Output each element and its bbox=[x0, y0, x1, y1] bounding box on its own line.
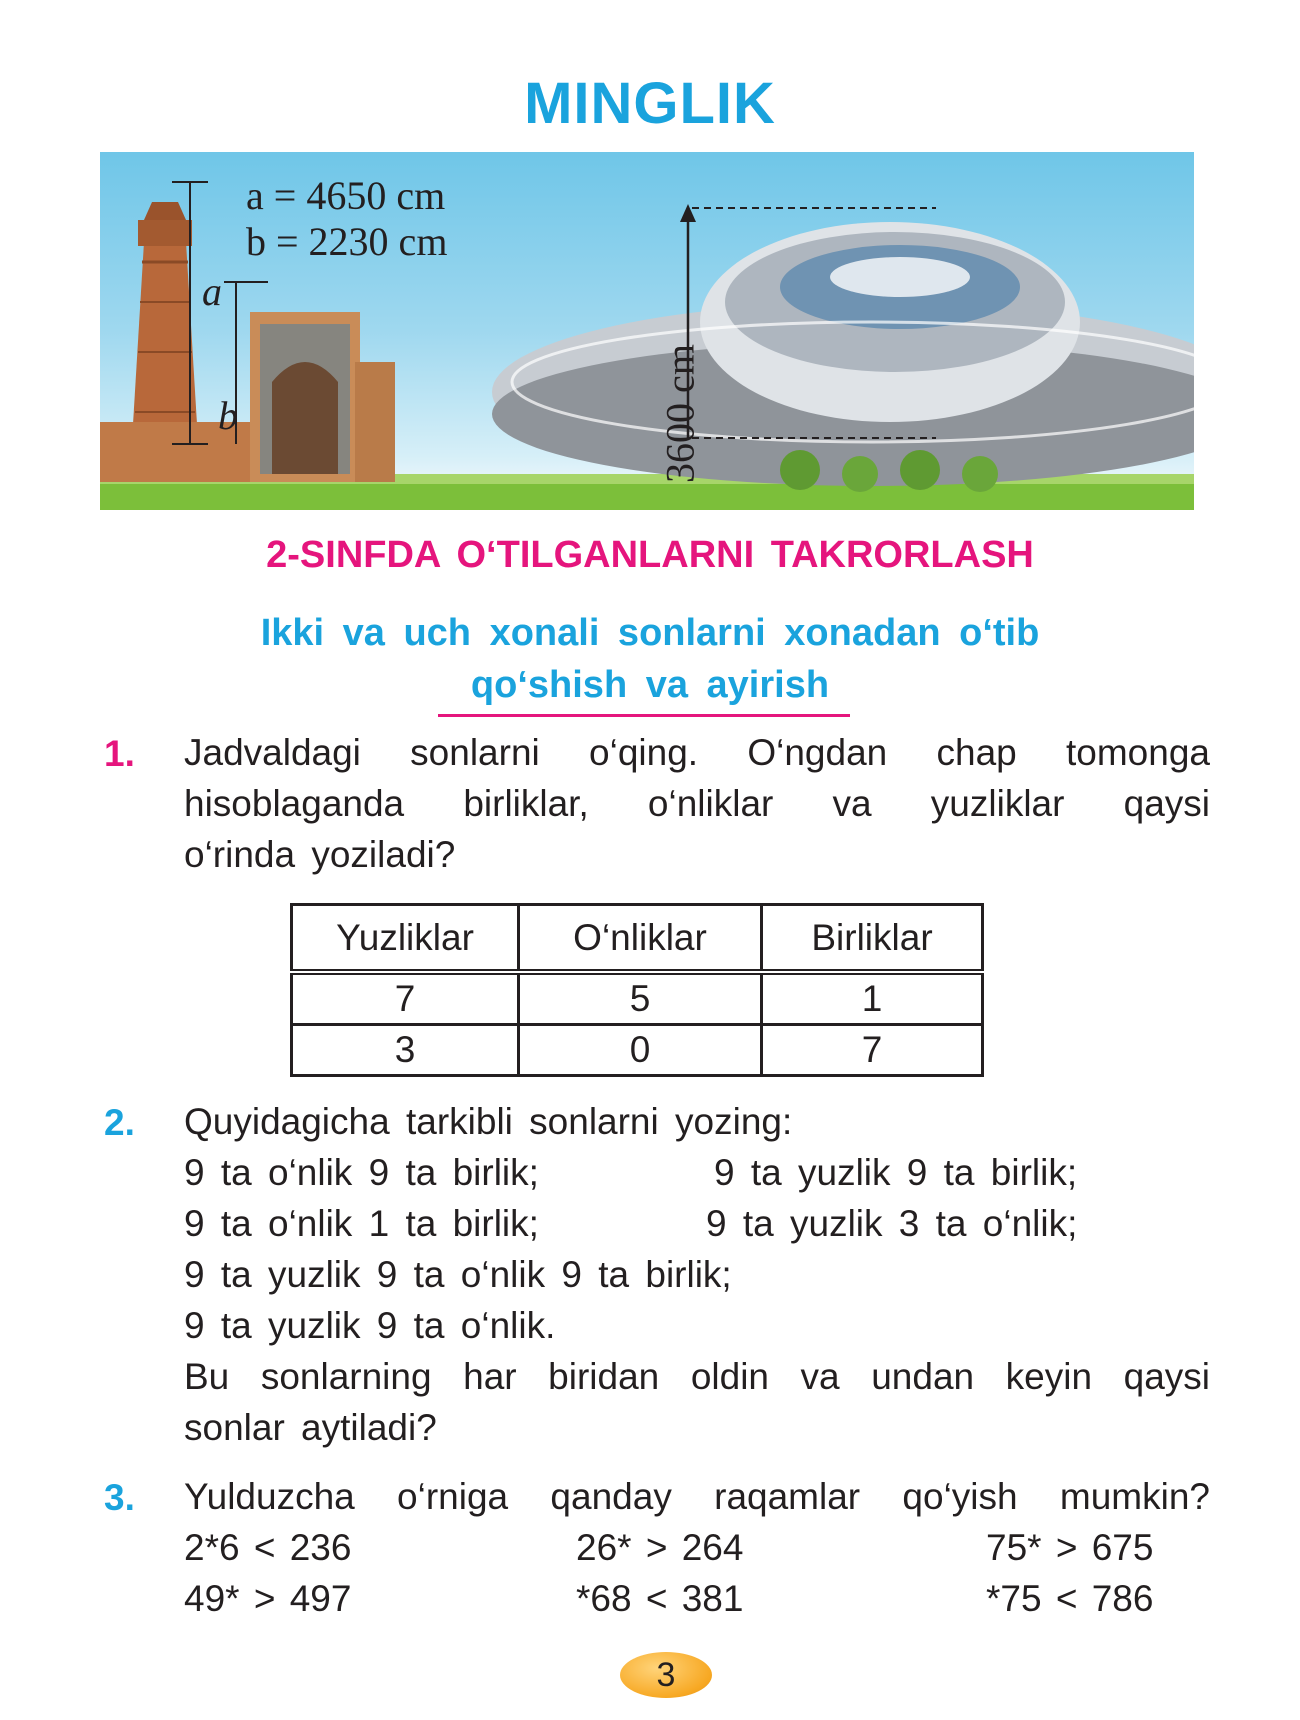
exercise-2-item: 9 ta yuzlik 9 ta o‘nlik 9 ta birlik; bbox=[184, 1254, 732, 1295]
comparison-item: 75* > 675 bbox=[986, 1527, 1154, 1568]
table-cell: 7 bbox=[762, 1025, 983, 1076]
banner-illustration bbox=[100, 152, 1194, 510]
exercise-2-intro: Quyidagicha tarkibli sonlarni yozing: bbox=[184, 1101, 793, 1142]
topic-underline bbox=[438, 714, 850, 717]
section-heading: 2-SINFDA O‘TILGANLARNI TAKRORLASH bbox=[266, 534, 1034, 576]
comparison-item: *68 < 381 bbox=[576, 1578, 744, 1619]
comparison-item: 2*6 < 236 bbox=[184, 1527, 352, 1568]
page-title: MINGLIK bbox=[524, 71, 776, 136]
exercise-1-number: 1. bbox=[104, 733, 135, 774]
exercise-2-question-line: sonlar aytiladi? bbox=[184, 1407, 437, 1448]
place-value-table bbox=[290, 903, 984, 1077]
exercise-2-item: 9 ta o‘nlik 1 ta birlik; bbox=[184, 1203, 539, 1244]
minaret-height-letter: a bbox=[202, 269, 222, 314]
exercise-2-item: 9 ta yuzlik 9 ta birlik; bbox=[714, 1152, 1078, 1193]
table-cell: 1 bbox=[762, 972, 983, 1025]
stadium-height-label: 3600 cm bbox=[657, 344, 703, 483]
madrasa-height-letter: b bbox=[218, 393, 238, 438]
exercise-2-item: 9 ta o‘nlik 9 ta birlik; bbox=[184, 1152, 539, 1193]
comparison-item: 26* > 264 bbox=[576, 1527, 744, 1568]
table-cell: 3 bbox=[292, 1025, 519, 1076]
table-cell: 7 bbox=[292, 972, 519, 1025]
exercise-2-item: 9 ta yuzlik 3 ta o‘nlik; bbox=[706, 1203, 1078, 1244]
exercise-1-line: o‘rinda yoziladi? bbox=[184, 834, 456, 875]
exercise-2-item: 9 ta yuzlik 9 ta o‘nlik. bbox=[184, 1305, 556, 1346]
dimension-a-label: a = 4650 cm bbox=[246, 173, 446, 218]
page-number-badge: 3 bbox=[620, 1652, 712, 1698]
comparison-item: 49* > 497 bbox=[184, 1578, 352, 1619]
exercise-3-question: Yulduzcha o‘rniga qanday raqamlar qo‘yish mumkin? bbox=[184, 1476, 1210, 1517]
exercise-1-line: hisoblaganda birliklar, o‘nliklar va yuzliklar qaysi bbox=[184, 783, 1210, 824]
exercise-3-number: 3. bbox=[104, 1477, 135, 1518]
topic-title-line2: qo‘shish va ayirish bbox=[470, 664, 830, 706]
table-cell: 0 bbox=[519, 1025, 762, 1076]
table-row bbox=[292, 972, 983, 1025]
table-cell: 5 bbox=[519, 972, 762, 1025]
table-header-cell: Yuzliklar bbox=[292, 905, 519, 973]
exercise-2-number: 2. bbox=[104, 1102, 135, 1143]
comparison-item: *75 < 786 bbox=[986, 1578, 1154, 1619]
topic-title-line1: Ikki va uch xonali sonlarni xonadan o‘tib bbox=[260, 612, 1040, 654]
dimension-b-label: b = 2230 cm bbox=[246, 219, 448, 264]
table-header-cell: Birliklar bbox=[762, 905, 983, 973]
table-row bbox=[292, 1025, 983, 1076]
table-header-row bbox=[292, 905, 983, 973]
exercise-1-line: Jadvaldagi sonlarni o‘qing. O‘ngdan chap tomonga bbox=[184, 732, 1210, 773]
table-header-cell: O‘nliklar bbox=[519, 905, 762, 973]
exercise-2-question-line: Bu sonlarning har biridan oldin va undan keyin qaysi bbox=[184, 1356, 1210, 1397]
